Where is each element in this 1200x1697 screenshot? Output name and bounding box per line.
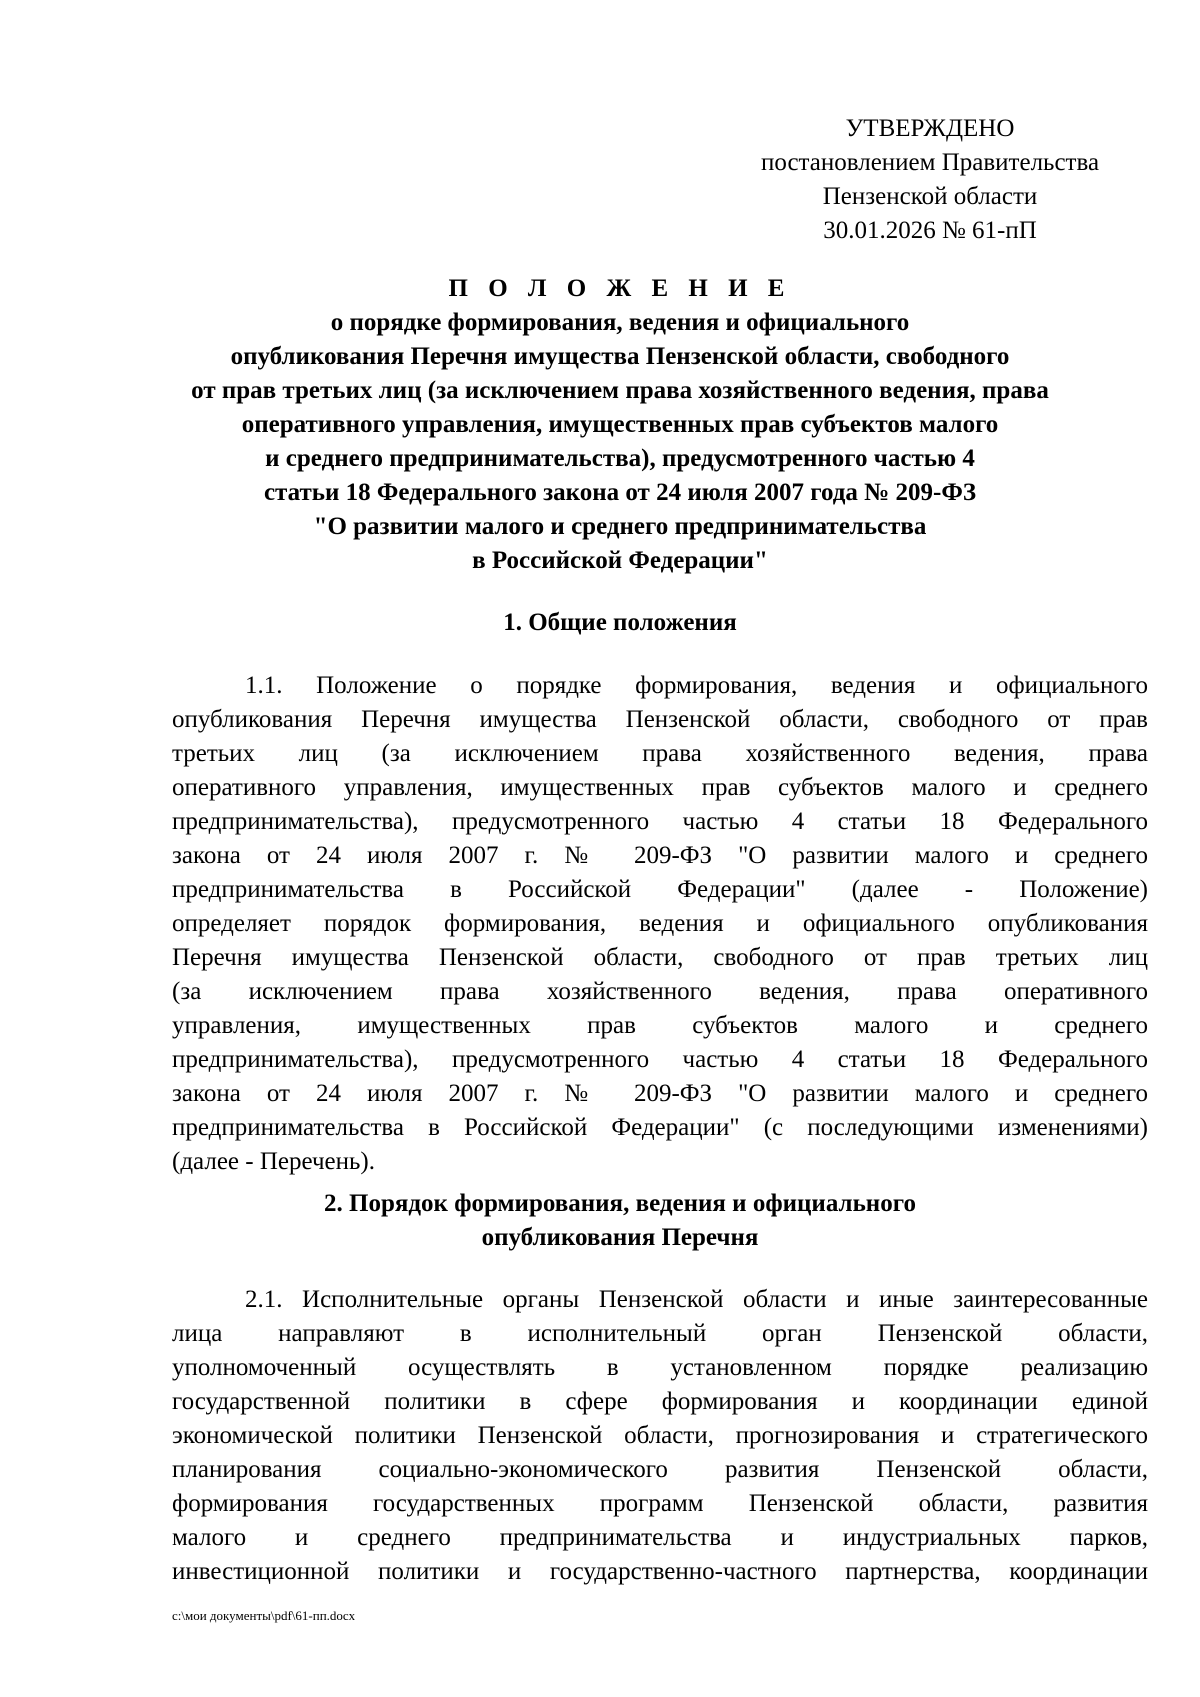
paragraph-line: определяет порядок формирования, ведения и официального опубликования (172, 910, 1148, 937)
paragraph-1-1 (172, 669, 1148, 1179)
paragraph-line: закона от 24 июля 2007 г. № 209-ФЗ "О развитии малого и среднего (172, 1080, 1148, 1107)
paragraph-line: 2.1. Исполнительные органы Пензенской области и иные заинтересованные (245, 1286, 1148, 1313)
approval-label: УТВЕРЖДЕНО (845, 115, 1015, 142)
section-2-heading-line: 2. Порядок формирования, ведения и официального (324, 1190, 916, 1217)
title-line: от прав третьих лиц (за исключением права хозяйственного ведения, права (191, 377, 1049, 404)
paragraph-line: формирования государственных программ Пензенской области, развития (172, 1490, 1148, 1517)
title-line: оперативного управления, имущественных прав субъектов малого (241, 411, 999, 438)
paragraph-line: 1.1. Положение о порядке формирования, ведения и официального (245, 672, 1148, 699)
paragraph-line: оперативного управления, имущественных прав субъектов малого и среднего (172, 774, 1148, 801)
paragraph-line: (за исключением права хозяйственного ведения, права оперативного (172, 978, 1148, 1005)
paragraph-line: предпринимательства), предусмотренного частью 4 статьи 18 Федерального (172, 1046, 1148, 1073)
approval-stamp (700, 112, 1160, 248)
approval-date-number: 30.01.2026 № 61-пП (823, 217, 1037, 244)
title-line: и среднего предпринимательства), предусмотренного частью 4 (265, 445, 975, 472)
paragraph-line: предпринимательства в Российской Федерации" (с последующими изменениями) (172, 1114, 1148, 1141)
approval-region-line: Пензенской области (822, 183, 1038, 210)
paragraph-line: Перечня имущества Пензенской области, свободного от прав третьих лиц (172, 944, 1148, 971)
paragraph-line: экономической политики Пензенской области, прогнозирования и стратегического (172, 1422, 1148, 1449)
footer-file-path: c:\мои документы\pdf\61-пп.docx (172, 1608, 356, 1623)
paragraph-line: предпринимательства в Российской Федерации" (далее - Положение) (172, 876, 1148, 903)
title-line: опубликования Перечня имущества Пензенской области, свободного (230, 343, 1010, 370)
document-title-block (140, 272, 1100, 578)
paragraph-line: опубликования Перечня имущества Пензенской области, свободного от прав (172, 706, 1148, 733)
paragraph-line: предпринимательства), предусмотренного частью 4 статьи 18 Федерального (172, 808, 1148, 835)
title-line: в Российской Федерации" (472, 547, 768, 574)
paragraph-line: уполномоченный осуществлять в установленном порядке реализацию (172, 1354, 1148, 1381)
section-2-heading-line: опубликования Перечня (481, 1224, 759, 1251)
section-1-heading-text: 1. Общие положения (503, 609, 737, 636)
paragraph-line: (далее - Перечень). (172, 1148, 376, 1175)
paragraph-2-1 (172, 1283, 1148, 1589)
document-type-title: П О Л О Ж Е Н И Е (448, 275, 792, 302)
paragraph-line: управления, имущественных прав субъектов малого и среднего (172, 1012, 1148, 1039)
paragraph-line: государственной политики в сфере формирования и координации единой (172, 1388, 1148, 1415)
paragraph-line: лица направляют в исполнительный орган Пензенской области, (172, 1320, 1148, 1347)
paragraph-line: инвестиционной политики и государственно-частного партнерства, координации (172, 1558, 1148, 1585)
title-line: о порядке формирования, ведения и официального (330, 309, 910, 336)
paragraph-line: планирования социально-экономического развития Пензенской области, (172, 1456, 1148, 1483)
paragraph-line: третьих лиц (за исключением права хозяйственного ведения, права (172, 740, 1148, 767)
section-1-heading (140, 606, 1100, 640)
approval-decree-line: постановлением Правительства (760, 149, 1100, 176)
title-line: статьи 18 Федерального закона от 24 июля 2007 года № 209-ФЗ (263, 479, 977, 506)
section-2-heading (140, 1187, 1100, 1255)
paragraph-line: малого и среднего предпринимательства и индустриальных парков, (172, 1524, 1148, 1551)
title-line: "О развитии малого и среднего предпринимательства (313, 513, 927, 540)
paragraph-line: закона от 24 июля 2007 г. № 209-ФЗ "О развитии малого и среднего (172, 842, 1148, 869)
